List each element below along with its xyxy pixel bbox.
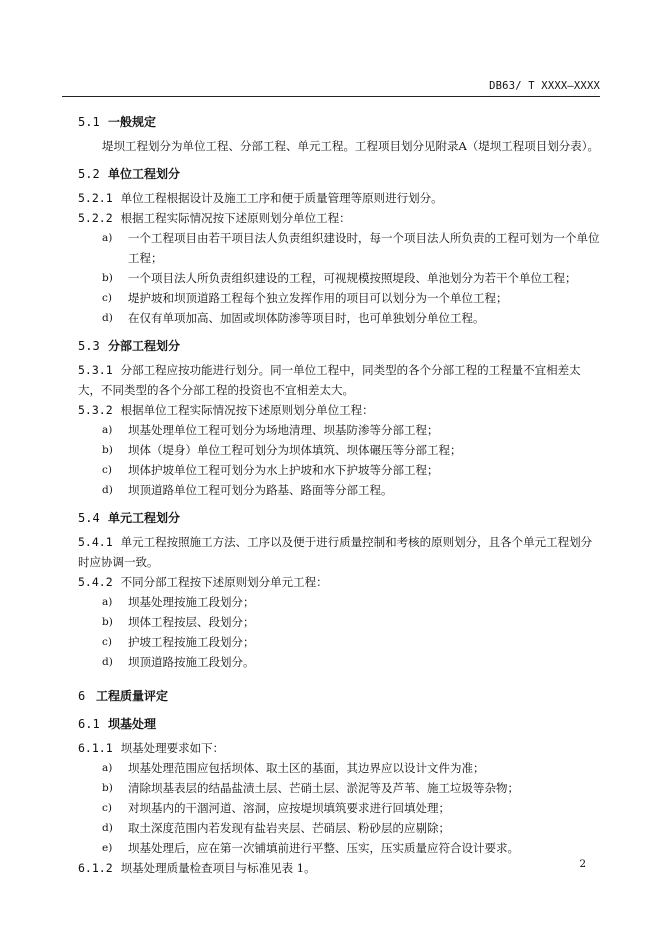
list-item xyxy=(78,798,602,818)
list-item xyxy=(78,460,602,480)
list-marker: a) xyxy=(102,762,113,774)
list-item xyxy=(78,420,602,440)
section-heading xyxy=(78,112,602,132)
section-title: 分部工程划分 xyxy=(108,339,181,353)
list-text: 坝基处理单位工程可划分为场地清理、坝基防渗等分部工程； xyxy=(128,423,439,437)
clause xyxy=(78,858,602,878)
list-item xyxy=(78,268,602,288)
clause-number: 6.1.2 xyxy=(78,861,113,875)
clause-text: 根据工程实际情况按下述原则划分单位工程： xyxy=(120,211,351,225)
clause-number: 5.4.2 xyxy=(78,575,113,589)
list-item xyxy=(78,308,602,328)
list-text: 一个项目法人所负责组织建设的工程，可视规模按照堤段、单池划分为若干个单位工程； xyxy=(128,271,577,285)
list-text: 一个工程项目由若干项目法人负责组织建设时，每一个项目法人所负责的工程可划为一个单位工程； xyxy=(128,231,600,265)
clause-text: 单元工程按照施工方法、工序以及便于进行质量控制和考核的原则划分，且各个单元工程划分时应协调一致。 xyxy=(78,535,593,569)
clause-text: 不同分部工程按下述原则划分单元工程： xyxy=(120,575,328,589)
section-number: 5.1 xyxy=(78,115,100,129)
clause-text: 坝基处理质量检查项目与标准见表 1。 xyxy=(120,861,316,875)
list-marker: d) xyxy=(102,312,113,324)
list-marker: b) xyxy=(102,616,113,628)
list-text: 护坡工程按施工段划分； xyxy=(128,635,255,649)
list-item xyxy=(78,652,602,672)
clause-text: 根据单位工程实际情况按下述原则划分单位工程： xyxy=(120,403,374,417)
list-item xyxy=(78,288,602,308)
list-item xyxy=(78,818,602,838)
list-item xyxy=(78,228,602,268)
clause xyxy=(78,400,602,420)
list-text: 坝基处理后，应在第一次铺填前进行平整、压实，压实质量应符合设计要求。 xyxy=(128,841,519,855)
list-marker: d) xyxy=(102,484,113,496)
clause-text: 单位工程根据设计及施工工序和便于质量管理等原则进行划分。 xyxy=(120,191,443,205)
list-text: 堤护坡和坝顶道路工程每个独立发挥作用的项目可以划分为一个单位工程； xyxy=(128,291,508,305)
clause-number: 5.4.1 xyxy=(78,535,113,549)
section-number: 6.1 xyxy=(78,717,100,731)
clause-text: 坝基处理要求如下： xyxy=(120,741,225,755)
list-text: 坝基处理按施工段划分； xyxy=(128,595,255,609)
clause-number: 5.3.1 xyxy=(78,363,113,377)
clause xyxy=(78,572,602,592)
list-text: 坝基处理范围应包括坝体、取土区的基面，其边界应以设计文件为准； xyxy=(128,761,485,775)
list-marker: a) xyxy=(102,232,113,244)
clause xyxy=(78,208,602,228)
list-text: 取土深度范围内若发现有盐岩夹层、芒硝层、粉砂层的应剔除； xyxy=(128,821,450,835)
chapter-heading xyxy=(78,686,602,706)
list-marker: b) xyxy=(102,444,113,456)
list-marker: c) xyxy=(102,636,112,648)
list-marker: d) xyxy=(102,822,113,834)
list-item xyxy=(78,758,602,778)
list-marker: a) xyxy=(102,424,113,436)
page-number: 2 xyxy=(579,858,586,870)
section-heading xyxy=(78,336,602,356)
list-text: 坝体工程按层、段划分； xyxy=(128,615,255,629)
list-item xyxy=(78,778,602,798)
section-title: 一般规定 xyxy=(108,115,157,129)
list-text: 坝体护坡单位工程可划分为水上护坡和水下护坡等分部工程； xyxy=(128,463,439,477)
section-number: 5.2 xyxy=(78,167,100,181)
clause-text: 分部工程应按功能进行划分。同一单位工程中，同类型的各个分部工程的工程量不宜相差太大，不同类型的各个分部工程的投资也不宜相差太大。 xyxy=(78,363,581,397)
paragraph: 堤坝工程划分为单位工程、分部工程、单元工程。工程项目划分见附录A（堤坝工程项目划分表）。 xyxy=(102,139,600,153)
list-text: 坝顶道路按施工段划分。 xyxy=(128,655,255,669)
clause xyxy=(78,360,602,400)
section-title: 坝基处理 xyxy=(108,717,157,731)
list-marker: e) xyxy=(102,842,113,854)
section-number: 5.3 xyxy=(78,339,100,353)
section-title: 单元工程划分 xyxy=(108,511,181,525)
list-marker: c) xyxy=(102,464,112,476)
document-body xyxy=(78,104,602,878)
clause xyxy=(78,738,602,758)
doc-code: DB63/ T XXXX—XXXX xyxy=(489,80,600,92)
section-heading xyxy=(78,164,602,184)
list-text: 坝体（堤身）单位工程可划分为坝体填筑、坝体碾压等分部工程； xyxy=(128,443,462,457)
list-text: 坝顶道路单位工程可划分为路基、路面等分部工程。 xyxy=(128,483,393,497)
list-text: 清除坝基表层的结晶盐渍土层、芒硝土层、淤泥等及芦苇、施工垃圾等杂物； xyxy=(128,781,519,795)
list-marker: a) xyxy=(102,596,113,608)
list-item xyxy=(78,632,602,652)
list-item xyxy=(78,592,602,612)
list-marker: b) xyxy=(102,782,113,794)
clause-number: 5.3.2 xyxy=(78,403,113,417)
header-rule xyxy=(62,96,600,97)
section-heading xyxy=(78,714,602,734)
clause xyxy=(78,532,602,572)
list-item xyxy=(78,440,602,460)
clause-number: 5.2.1 xyxy=(78,191,113,205)
list-text: 在仅有单项加高、加固或坝体防渗等项目时，也可单独划分单位工程。 xyxy=(128,311,485,325)
section-number: 5.4 xyxy=(78,511,100,525)
list-marker: d) xyxy=(102,656,113,668)
clause-number: 5.2.2 xyxy=(78,211,113,225)
list-text: 对坝基内的干涸河道、溶洞，应按堤坝填筑要求进行回填处理； xyxy=(128,801,450,815)
clause-number: 6.1.1 xyxy=(78,741,113,755)
chapter-number: 6 xyxy=(78,689,86,703)
list-marker: c) xyxy=(102,802,112,814)
list-marker: b) xyxy=(102,272,113,284)
section-heading xyxy=(78,508,602,528)
chapter-title: 工程质量评定 xyxy=(96,689,169,703)
list-item xyxy=(78,838,602,858)
list-item xyxy=(78,612,602,632)
list-marker: c) xyxy=(102,292,112,304)
clause xyxy=(78,188,602,208)
list-item xyxy=(78,480,602,500)
section-title: 单位工程划分 xyxy=(108,167,181,181)
